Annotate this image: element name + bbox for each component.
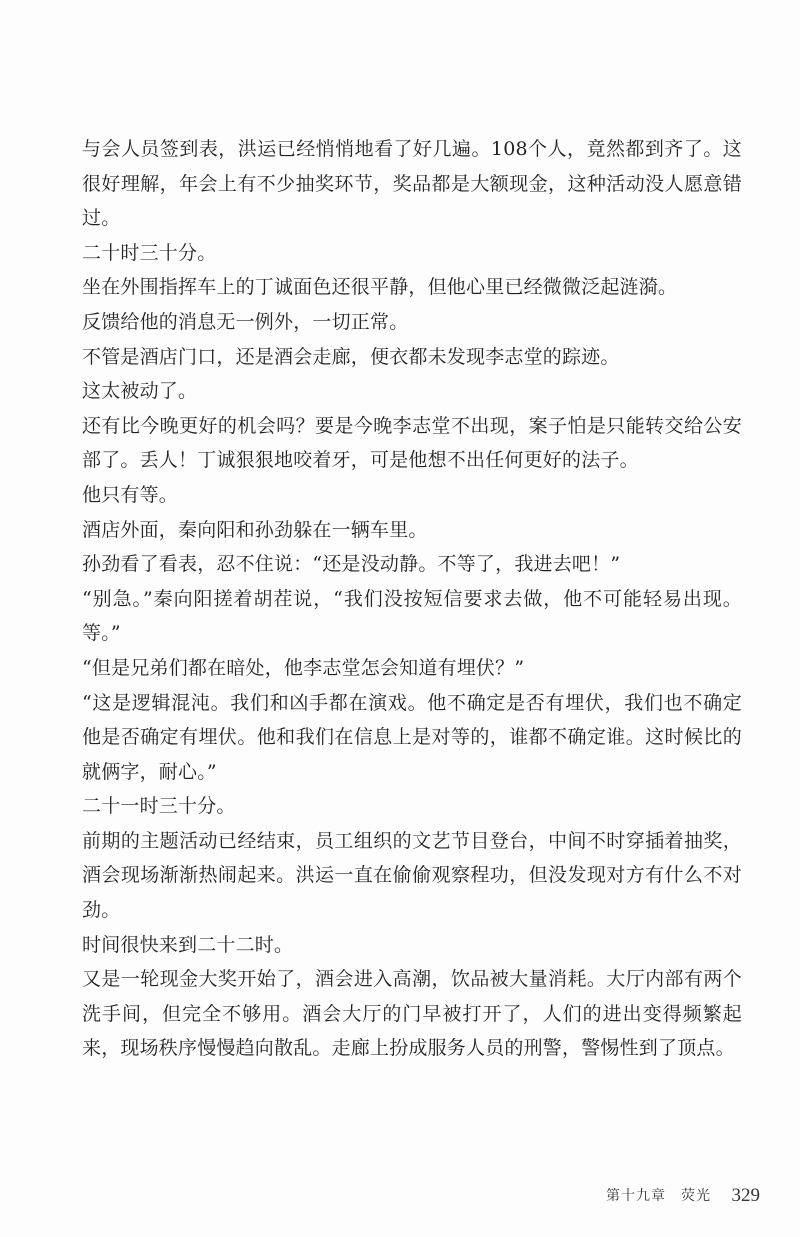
paragraph: “这是逻辑混沌。我们和凶手都在演戏。他不确定是否有埋伏，我们也不确定他是否确定有埋伏。他和我们在信息上是对等的，谁都不确定谁。这时候比的就俩字，耐心。” <box>82 691 742 783</box>
paragraph: 这太被动了。 <box>82 380 198 403</box>
paragraph: “别急。”秦向阳搓着胡茬说，“我们没按短信要求去做，他不可能轻易出现。等。” <box>82 587 742 645</box>
paragraph: 又是一轮现金大奖开始了，酒会进入高潮，饮品被大量消耗。大厅内部有两个洗手间，但完全不够用。酒会大厅的门早被打开了，人们的进出变得频繁起来，现场秩序慢慢趋向散乱。走廊上扮成服务人员的刑警，警惕性到了顶点。 <box>82 968 742 1060</box>
page-footer <box>560 1185 760 1207</box>
paragraph: 二十时三十分。 <box>82 241 217 264</box>
paragraph: 二十一时三十分。 <box>82 795 236 818</box>
paragraph: 孙劲看了看表，忍不住说：“还是没动静。不等了，我进去吧！” <box>82 553 621 576</box>
chapter-title: 第十九章 荧光 <box>606 1188 712 1204</box>
paragraph: 坐在外围指挥车上的丁诚面色还很平静，但他心里已经微微泛起涟漪。 <box>82 276 678 299</box>
paragraph: 反馈给他的消息无一例外，一切正常。 <box>82 310 409 333</box>
paragraph: 时间很快来到二十二时。 <box>82 933 294 956</box>
paragraph: 酒店外面，秦向阳和孙劲躲在一辆车里。 <box>82 518 428 541</box>
paragraph: 他只有等。 <box>82 483 179 506</box>
page-number: 329 <box>731 1185 760 1206</box>
paragraph: 不管是酒店门口，还是酒会走廊，便衣都未发现李志堂的踪迹。 <box>82 345 620 368</box>
paragraph: 前期的主题活动已经结束，员工组织的文艺节目登台，中间不时穿插着抽奖，酒会现场渐渐热闹起来。洪运一直在偷偷观察程功，但没发现对方有什么不对劲。 <box>82 829 742 922</box>
paragraph: 与会人员签到表，洪运已经悄悄地看了好几遍。108个人，竟然都到齐了。这很好理解，年会上有不少抽奖环节，奖品都是大额现金，这种活动没人愿意错过。 <box>82 138 742 230</box>
paragraph: “但是兄弟们都在暗处，他李志堂怎会知道有埋伏？” <box>82 656 525 679</box>
paragraph: 还有比今晚更好的机会吗？要是今晚李志堂不出现，案子怕是只能转交给公安部了。丢人！丁诚狠狠地咬着牙，可是他想不出任何更好的法子。 <box>82 414 742 472</box>
body-text <box>82 132 742 1066</box>
